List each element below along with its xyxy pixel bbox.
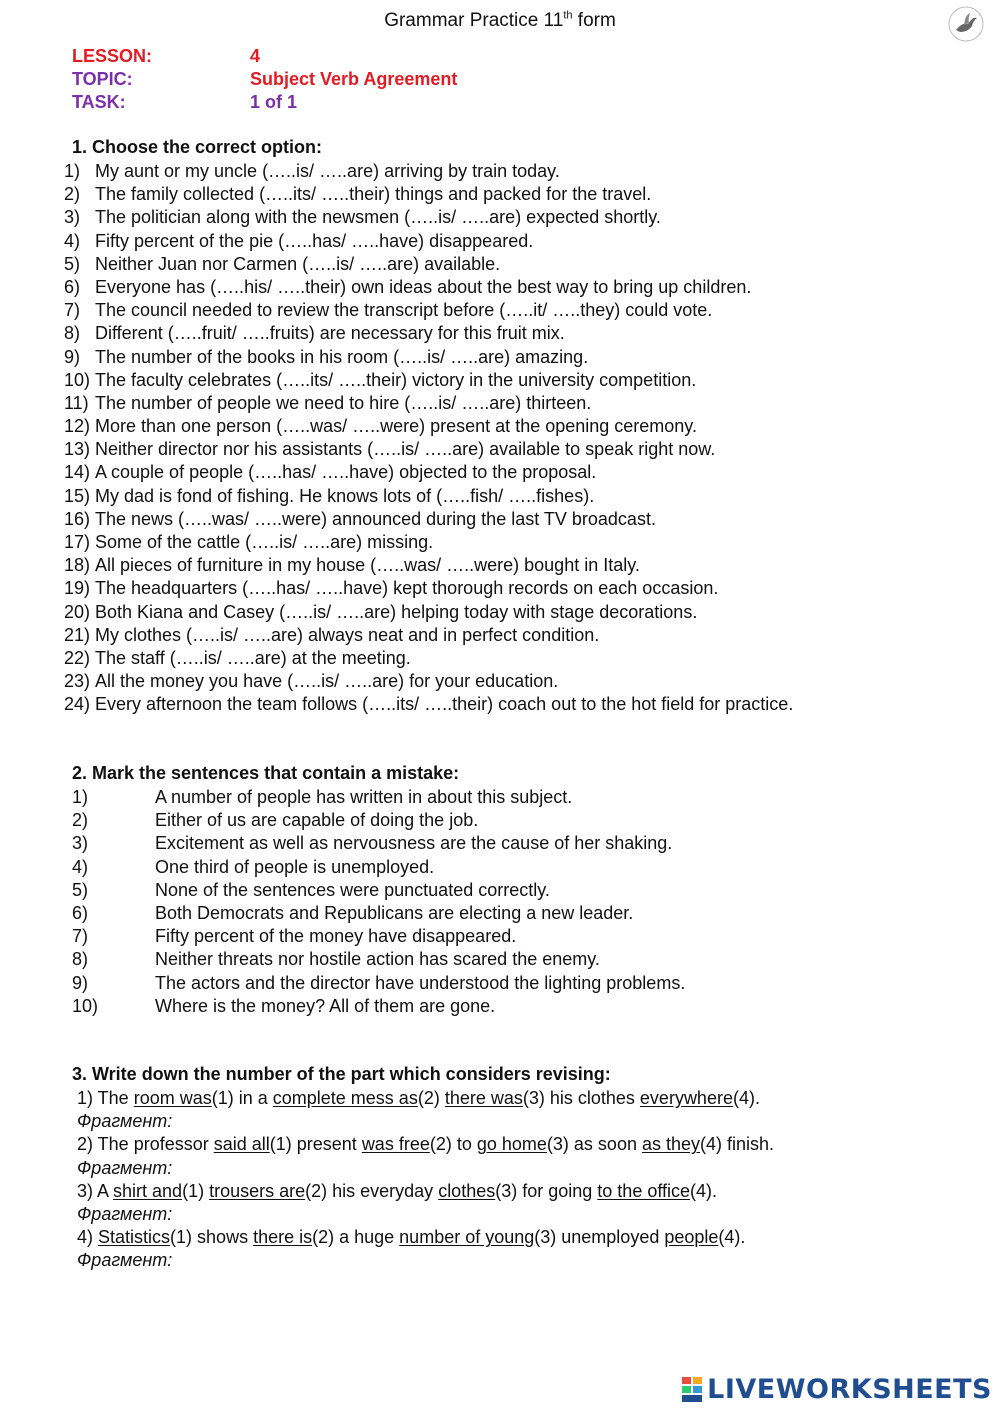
exercise1-item [64,206,793,229]
item-number: 10) [64,369,91,390]
exercise1-item [64,346,793,369]
sentence-text: (4). [690,1180,718,1201]
item-text: Both Kiana and Casey (…..is/ …..are) helping today with stage decorations. [95,601,698,622]
exercise2-item [72,786,685,809]
underlined-part: people [664,1227,719,1248]
item-number: 19) [64,578,91,599]
task-value: 1 of 1 [250,92,298,112]
exercise2-item [72,902,685,925]
item-text: Where is the money? All of them are gone. [155,995,496,1016]
lesson-label: LESSON: [72,46,153,66]
underlined-part: number of young [399,1227,535,1248]
exercise1-item [64,392,793,415]
item-number: 2) [72,810,89,831]
item-text: Fifty percent of the money have disappeared. [155,926,517,947]
sentence-text: (2) his everyday [305,1180,439,1201]
underlined-part: to the office [597,1180,691,1201]
item-text: Both Democrats and Republicans are electing a new leader. [155,902,634,923]
item-number: 14) [64,462,91,483]
underlined-part: go home [476,1134,547,1155]
underlined-part: said all [213,1134,270,1155]
footer-brand [681,1371,992,1407]
fragment-label: Фрагмент: [77,1111,173,1132]
sentence-text: (3) as soon [546,1134,642,1155]
exercise1-item [64,508,793,531]
item-text: My dad is fond of fishing. He knows lots of (…..fish/ …..fishes). [95,485,595,506]
exercise1-item [64,670,793,693]
underlined-part: clothes [438,1180,496,1201]
underlined-part: there was [444,1088,523,1108]
section3-list [77,1087,774,1273]
item-text: Everyone has (…..his/ …..their) own ideas about the best way to bring up children. [95,276,752,297]
item-text: The faculty celebrates (…..its/ …..their) victory in the university competition. [95,369,697,390]
brand-text: LIVEWORKSHEETS [707,1373,992,1405]
section2-list [72,786,685,1018]
exercise2-item [72,856,685,879]
exercise1-item [64,438,793,461]
item-number: 8) [72,949,89,970]
sentence-text: (3) for going [495,1180,598,1201]
item-number: 6) [64,276,81,297]
underlined-part: was free [361,1134,430,1155]
liveworksheets-logo-icon [681,1375,703,1403]
sentence-text: (4) finish. [700,1134,775,1155]
exercise1-item [64,230,793,253]
item-number: 2) [64,184,81,205]
item-number: 24) [64,694,91,715]
item-text: Neither threats nor hostile action has scared the enemy. [155,949,600,970]
item-number: 9) [64,346,81,367]
item-number: 7) [72,926,89,947]
item-number: 18) [64,555,91,576]
item-number: 10) [72,995,99,1016]
exercise1-item [64,253,793,276]
sentence-text: (4). [718,1227,746,1248]
exercise1-item [64,276,793,299]
sentence-text: (2) [417,1088,445,1108]
fragment-label: Фрагмент: [77,1250,173,1271]
sentence-text: 2) The professor [77,1134,214,1155]
item-number: 1) [64,161,81,181]
exercise2-item [72,925,685,948]
item-text: A couple of people (…..has/ …..have) objected to the proposal. [95,462,597,483]
task-row [72,91,457,114]
item-number: 7) [64,300,81,321]
exercise3-sentence [77,1226,774,1249]
item-number: 4) [64,230,81,251]
sentence-text: (1) present [269,1134,362,1155]
underlined-part: everywhere [639,1088,733,1108]
exercise1-item [64,577,793,600]
item-number: 4) [72,856,89,877]
item-number: 1) [72,787,89,807]
underlined-part: there is [253,1227,313,1248]
exercise1-item [64,554,793,577]
item-text: Fifty percent of the pie (…..has/ …..have) disappeared. [95,230,534,251]
section3-heading: 3. Write down the number of the part which considers revising: [72,1064,611,1084]
item-number: 3) [72,833,89,854]
exercise2-item [72,879,685,902]
item-text: A number of people has written in about this subject. [155,787,573,807]
task-label: TASK: [72,92,126,112]
sentence-text: (1) in a [211,1088,273,1108]
item-number: 6) [72,902,89,923]
sentence-text: 3) A [77,1180,114,1201]
item-number: 5) [64,253,81,274]
item-number: 16) [64,508,91,529]
item-number: 3) [64,207,81,228]
sentence-text: (2) a huge [312,1227,400,1248]
underlined-part: Statistics [98,1227,171,1248]
sentence-text: (3) his clothes [522,1088,640,1108]
item-number: 15) [64,485,91,506]
item-number: 12) [64,416,91,437]
item-text: My aunt or my uncle (…..is/ …..are) arriving by train today. [95,161,560,181]
underlined-part: trousers are [209,1180,306,1201]
sentence-text: 1) The [77,1088,134,1108]
item-text: None of the sentences were punctuated correctly. [155,879,550,900]
exercise1-item [64,322,793,345]
item-text: The politician along with the newsmen (…..is/ …..are) expected shortly. [95,207,661,228]
item-number: 22) [64,647,91,668]
item-number: 9) [72,972,89,993]
exercise1-item [64,369,793,392]
item-text: Excitement as well as nervousness are the cause of her shaking. [155,833,673,854]
item-number: 17) [64,532,91,552]
item-number: 20) [64,601,91,622]
sentence-text: 4) [77,1227,99,1248]
item-text: All pieces of furniture in my house (…..was/ …..were) bought in Italy. [95,555,640,576]
item-text: All the money you have (…..is/ …..are) for your education. [95,671,559,692]
exercise1-item [64,601,793,624]
section1-heading: 1. Choose the correct option: [72,137,323,157]
exercise1-item [64,183,793,206]
item-number: 13) [64,439,91,460]
sentence-text: (3) unemployed [534,1227,665,1248]
sentence-text: (1) shows [170,1227,254,1248]
item-text: Neither Juan nor Carmen (…..is/ …..are) available. [95,253,501,274]
exercise1-item [64,485,793,508]
item-text: The number of people we need to hire (…..is/ …..are) thirteen. [95,392,592,413]
item-number: 8) [64,323,81,344]
item-text: Neither director nor his assistants (…..is/ …..are) available to speak right now. [95,439,716,460]
topic-label: TOPIC: [72,69,133,89]
exercise1-item [64,160,793,183]
lesson-value: 4 [250,46,261,66]
item-text: The actors and the director have understood the lighting problems. [155,972,686,993]
fragment-label: Фрагмент: [77,1157,173,1178]
underlined-part: as they [641,1134,701,1155]
exercise1-item [64,415,793,438]
exercise1-item [64,693,793,716]
item-text: Some of the cattle (…..is/ …..are) missing. [95,532,434,552]
exercise1-item [64,647,793,670]
exercise1-item [64,299,793,322]
item-number: 11) [64,392,89,413]
section1-list [64,160,793,717]
exercise2-item [72,809,685,832]
lesson-row [72,45,457,68]
underlined-part: complete mess as [272,1088,418,1108]
sentence-text: (1) [182,1180,210,1201]
section2-heading: 2. Mark the sentences that contain a mistake: [72,763,460,783]
bird-logo-icon [946,4,986,44]
exercise2-item [72,948,685,971]
underlined-part: room was [133,1088,212,1108]
item-text: The headquarters (…..has/ …..have) kept thorough records on each occasion. [95,578,719,599]
topic-value: Subject Verb Agreement [250,69,458,89]
item-text: Different (…..fruit/ …..fruits) are necessary for this fruit mix. [95,323,565,344]
exercise2-item [72,995,685,1018]
sentence-text: (2) to [429,1134,477,1155]
exercise3-sentence [77,1133,774,1156]
item-text: The news (…..was/ …..were) announced during the last TV broadcast. [95,508,656,529]
item-number: 23) [64,671,91,692]
exercise1-item [64,624,793,647]
item-text: Every afternoon the team follows (…..its/ …..their) coach out to the hot field for practice. [95,694,794,715]
exercise2-item [72,832,685,855]
item-number: 21) [64,624,91,645]
item-text: The family collected (…..its/ …..their) things and packed for the travel. [95,184,652,205]
item-text: Either of us are capable of doing the job. [155,810,479,831]
sentence-text: (4). [732,1088,760,1108]
exercise3-sentence [77,1180,774,1203]
fragment-label: Фрагмент: [77,1203,173,1224]
page-title: Grammar Practice 11th form [384,9,616,31]
item-text: The number of the books in his room (…..is/ …..are) amazing. [95,346,589,367]
item-number: 5) [72,879,89,900]
underlined-part: shirt and [113,1180,183,1201]
item-text: The council needed to review the transcript before (…..it/ …..they) could vote. [95,300,713,321]
lesson-meta [72,45,457,114]
item-text: One third of people is unemployed. [155,856,435,877]
topic-row [72,68,457,91]
exercise3-sentence [77,1087,774,1110]
item-text: More than one person (…..was/ …..were) present at the opening ceremony. [95,416,697,437]
exercise2-item [72,972,685,995]
item-text: My clothes (…..is/ …..are) always neat and in perfect condition. [95,624,600,645]
item-text: The staff (…..is/ …..are) at the meeting. [95,647,411,668]
exercise1-item [64,461,793,484]
exercise1-item [64,531,793,554]
